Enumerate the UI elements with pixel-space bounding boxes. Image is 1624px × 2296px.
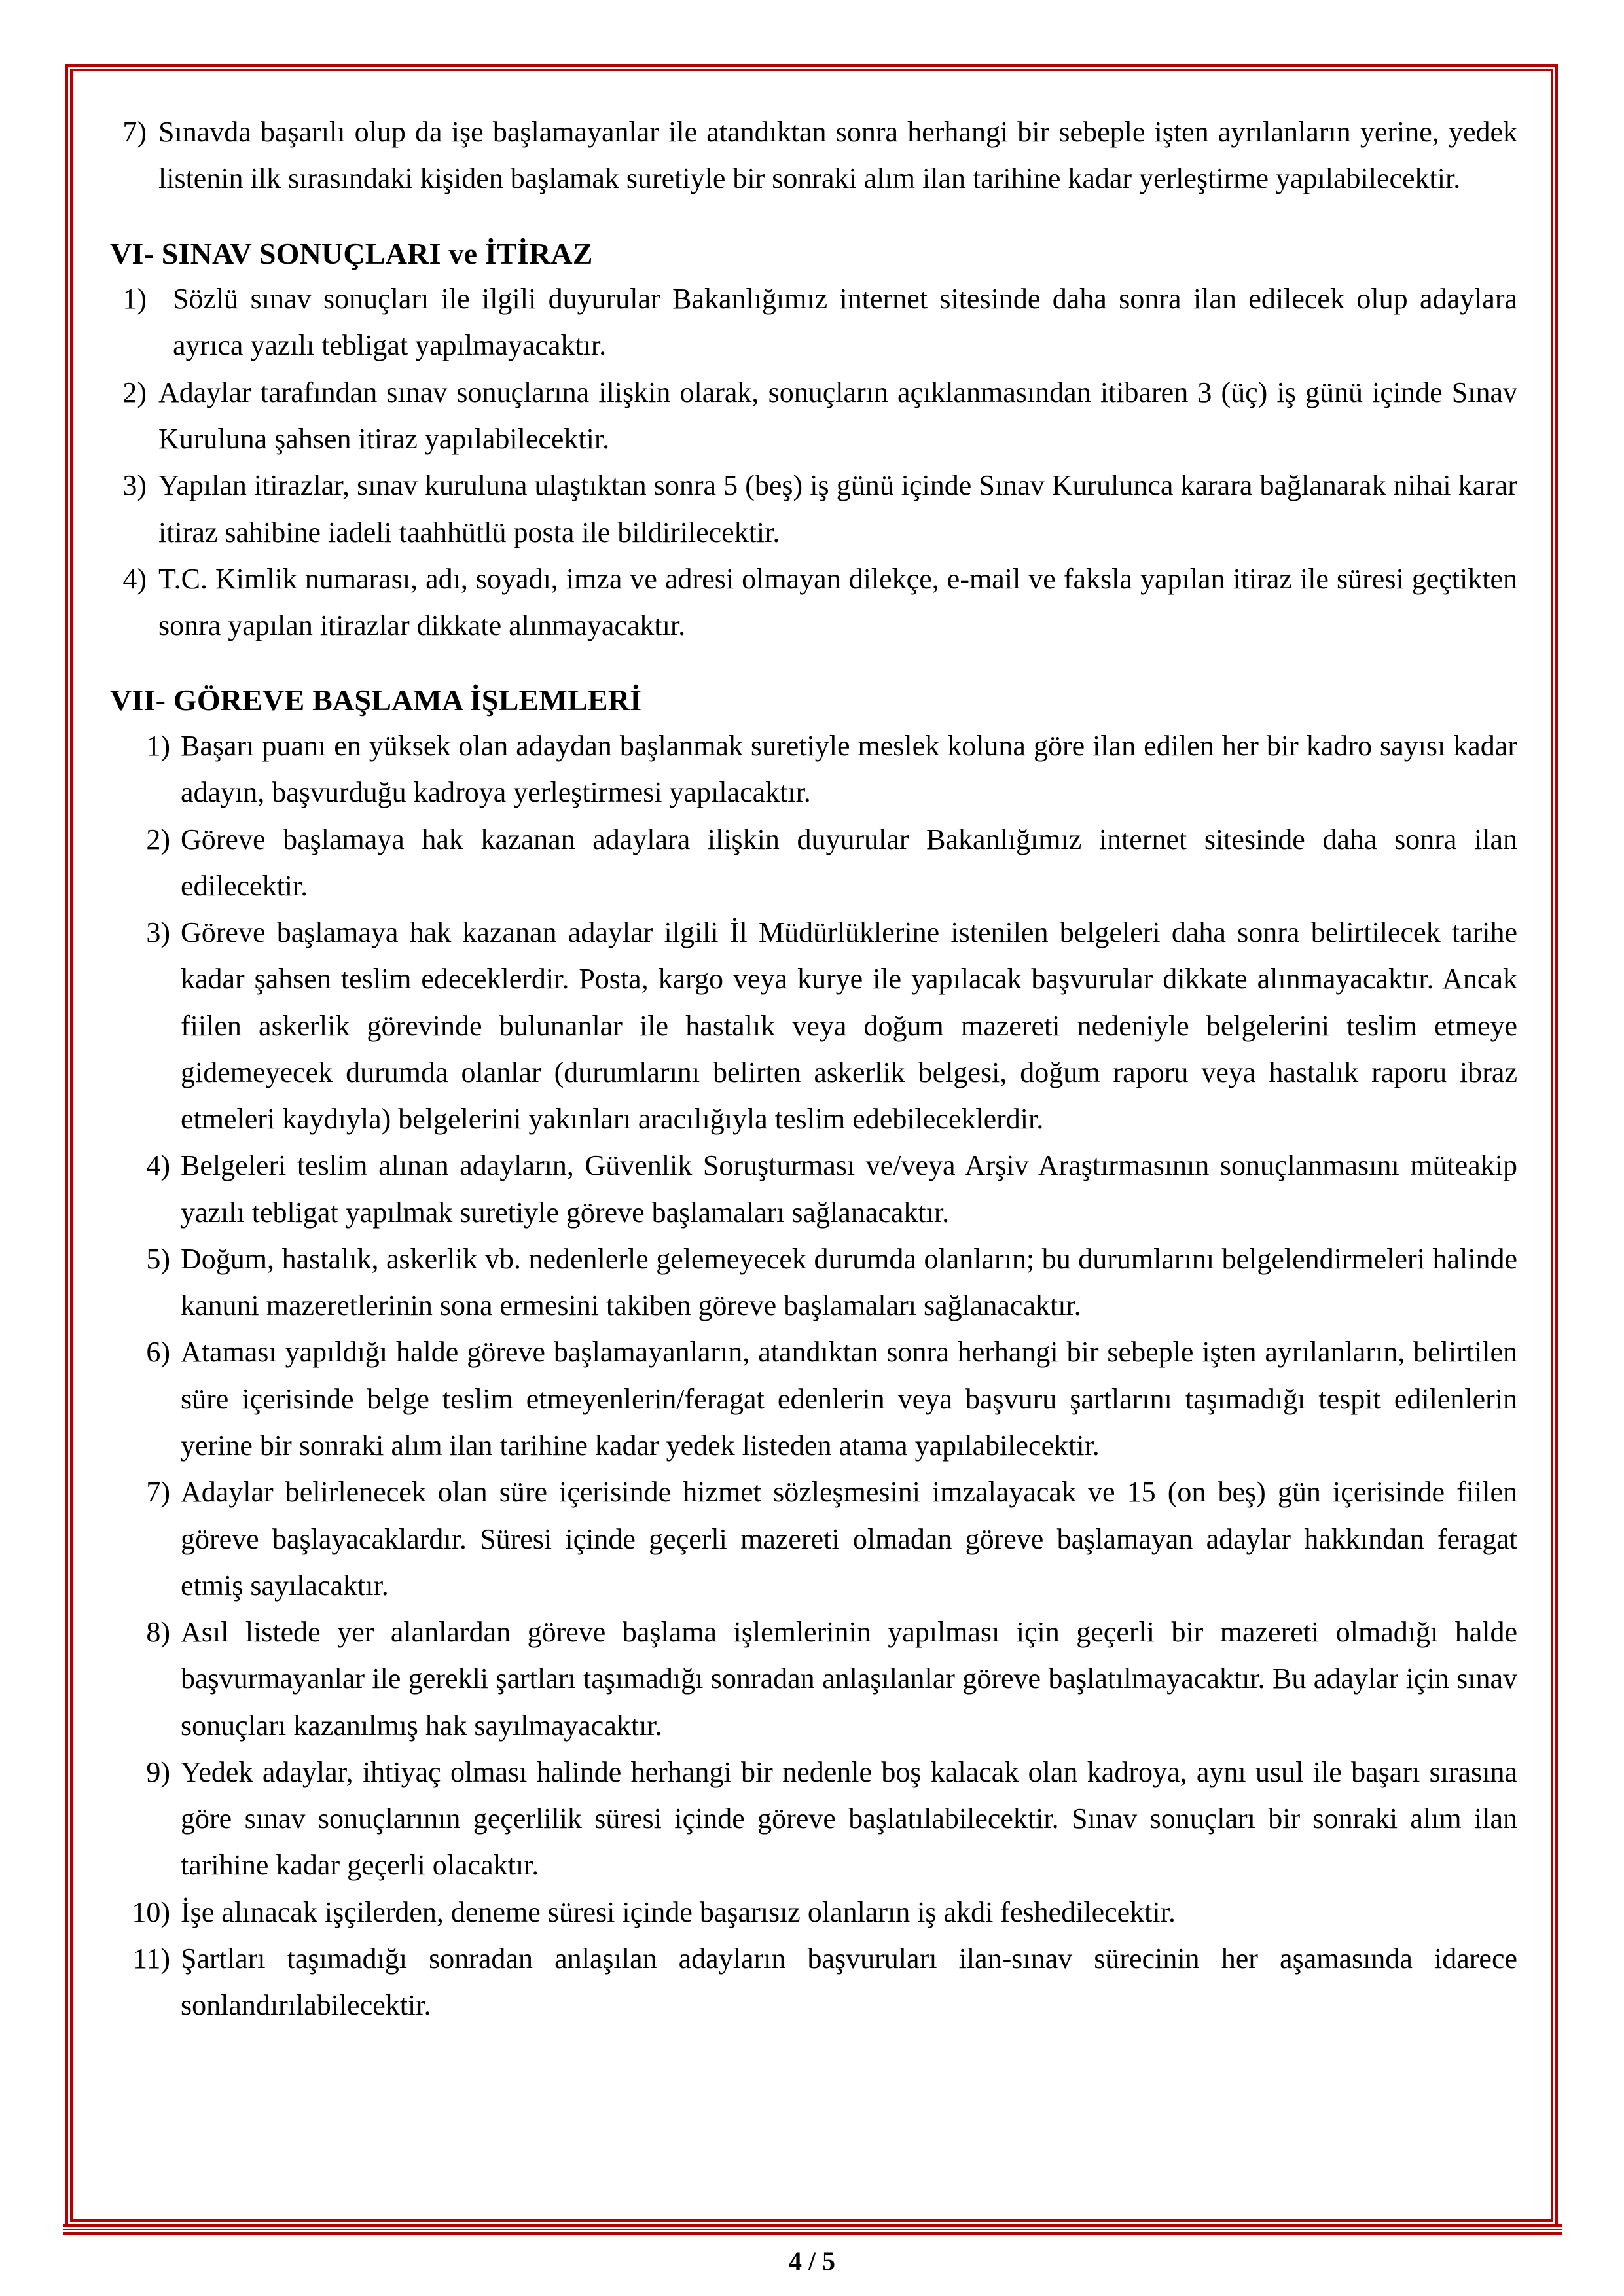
list-item (110, 816, 1517, 910)
list-item-number: 6) (146, 1336, 170, 1369)
list-item-number: 1) (122, 283, 147, 315)
list-item (110, 1889, 1517, 1935)
section-heading-vi: VI- SINAV SONUÇLARI ve İTİRAZ (110, 236, 593, 270)
list-item-number: 5) (146, 1242, 170, 1275)
page-number: 4 / 5 (788, 2246, 836, 2276)
list-item-text: Asıl listede yer alanlardan göreve başlama işlemlerinin yapılması için geçerli bir mazereti olmadığı halde başvurmayanlar ile gerekli şartları taşımadığı sonradan anlaşılanlar göreve başlatılmayacaktır. Bu adaylar için sınav sonuçları kazanılmış hak sayılmayacaktır. (181, 1616, 1517, 1742)
section-vii-list (110, 723, 1517, 2028)
list-item-text: Belgeleri teslim alınan adayların, Güvenlik Soruşturması ve/veya Arşiv Araştırmasının sonuçlanmasını müteakip yazılı tebligat yapılmak suretiyle göreve başlamaları sağlanacaktır. (181, 1149, 1517, 1229)
list-item-text: Şartları taşımadığı sonradan anlaşılan adayların başvuruları ilan-sınav sürecinin her aşamasında idarece sonlandırılabilecektir. (181, 1942, 1517, 2022)
list-item (110, 109, 1517, 202)
list-item-number: 3) (122, 469, 147, 502)
list-item-number: 7) (122, 116, 147, 148)
section-vi-list (110, 276, 1517, 649)
list-item (110, 1469, 1517, 1609)
list-item-number: 7) (146, 1476, 170, 1509)
list-item-text: Başarı puanı en yüksek olan adaydan başlanmak suretiyle meslek koluna göre ilan edilen her bir kadro sayısı kadar adayın, başvurduğu kadroya yerleştirmesi yapılacaktır. (181, 730, 1517, 809)
list-item-text: İşe alınacak işçilerden, deneme süresi içinde başarısız olanların iş akdi feshedilecektir. (181, 1895, 1176, 1928)
list-item (110, 556, 1517, 649)
list-item-number: 1) (146, 730, 170, 762)
list-item-text: Ataması yapıldığı halde göreve başlamayanların, atandıktan sonra herhangi bir sebeple işten ayrılanların, belirtilen süre içerisinde belge teslim etmeyenlerin/feragat edenlerin veya başvuru şartlarını taşımadığı tespit edilenlerin yerine bir sonraki alım ilan tarihine kadar yedek listeden atama yapılabilecektir. (181, 1336, 1517, 1462)
list-item-number: 4) (146, 1149, 170, 1182)
list-item-text: Göreve başlamaya hak kazanan adaylara ilişkin duyurular Bakanlığımız internet sitesinde daha sonra ilan edilecektir. (181, 823, 1517, 902)
list-item-text: Göreve başlamaya hak kazanan adaylar ilgili İl Müdürlüklerine istenilen belgeleri daha sonra belirtilecek tarihe kadar şahsen teslim edeceklerdir. Posta, kargo veya kurye ile yapılacak başvurular dikkate alınmayacaktır. Ancak fiilen askerlik görevinde bulunanlar ile hastalık veya doğum mazereti nedeniyle belgelerini teslim etmeye gidemeyecek durumda olanlar (durumlarını belirten askerlik belgesi, doğum raporu veya hastalık raporu ibraz etmeleri kaydıyla) belgelerini yakınları aracılığıyla teslim edebileceklerdir. (181, 916, 1517, 1136)
section-heading-vii: VII- GÖREVE BAŞLAMA İŞLEMLERİ (110, 683, 642, 717)
list-item-number: 3) (146, 916, 170, 949)
list-item-number: 11) (132, 1942, 170, 1975)
list-item-number: 9) (146, 1755, 170, 1788)
list-item (110, 462, 1517, 556)
list-item (110, 1236, 1517, 1329)
list-item-text: Yedek adaylar, ihtiyaç olması halinde herhangi bir nedenle boş kalacak olan kadroya, aynı usul ile başarı sırasına göre sınav sonuçlarının geçerlilik süresi içinde göreve başlatılabilecektir. Sınav sonuçları bir sonraki alım ilan tarihine kadar geçerli olacaktır. (181, 1755, 1517, 1882)
list-item-text: Doğum, hastalık, askerlik vb. nedenlerle gelemeyecek durumda olanların; bu durumlarını belgelendirmeleri halinde kanuni mazeretlerinin sona ermesini takiben göreve başlamaları sağlanacaktır. (181, 1242, 1517, 1322)
list-item (110, 276, 1517, 369)
footer-divider (63, 2224, 1562, 2235)
list-item-text: T.C. Kimlik numarası, adı, soyadı, imza ve adresi olmayan dilekçe, e-mail ve faksla yapılan itiraz ile süresi geçtikten sonra yapılan itirazlar dikkate alınmayacaktır. (158, 562, 1517, 642)
list-item (110, 1749, 1517, 1889)
document-content (110, 109, 1517, 2028)
list-item-number: 8) (146, 1616, 170, 1649)
list-item-text: Adaylar belirlenecek olan süre içerisinde hizmet sözleşmesini imzalayacak ve 15 (on beş) gün içerisinde fiilen göreve başlayacaklardır. Süresi içinde geçerli mazereti olmadan göreve başlamayan adaylar hakkından feragat etmiş sayılacaktır. (181, 1476, 1517, 1602)
spacer (110, 649, 1517, 679)
list-item (110, 1142, 1517, 1236)
spacer (110, 202, 1517, 232)
list-item-number: 4) (122, 562, 147, 595)
list-item-number: 2) (146, 823, 170, 855)
list-item-text: Sözlü sınav sonuçları ile ilgili duyurular Bakanlığımız internet sitesinde daha sonra ilan edilecek olup adaylara ayrıca yazılı tebligat yapılmayacaktır. (173, 283, 1517, 362)
list-item-number: 2) (122, 376, 147, 408)
list-item (110, 1609, 1517, 1749)
list-item (110, 723, 1517, 816)
list-item-text: Yapılan itirazlar, sınav kuruluna ulaştıktan sonra 5 (beş) iş günü içinde Sınav Kurulunca karara bağlanarak nihai karar itiraz sahibine iadeli taahhütlü posta ile bildirilecektir. (158, 469, 1517, 548)
page-footer (0, 2224, 1624, 2276)
list-item (110, 1935, 1517, 2029)
list-item (110, 369, 1517, 463)
list-item (110, 909, 1517, 1142)
list-item-text: Adaylar tarafından sınav sonuçlarına ilişkin olarak, sonuçların açıklanmasından itibaren 3 (üç) iş günü içinde Sınav Kuruluna şahsen itiraz yapılabilecektir. (158, 376, 1517, 456)
list-item-number: 10) (132, 1895, 170, 1928)
list-item (110, 1329, 1517, 1469)
list-item-text: Sınavda başarılı olup da işe başlamayanlar ile atandıktan sonra herhangi bir sebeple işten ayrılanların yerine, yedek listenin ilk sırasındaki kişiden başlamak suretiyle bir sonraki alım ilan tarihine kadar yerleştirme yapılabilecektir. (158, 116, 1517, 195)
